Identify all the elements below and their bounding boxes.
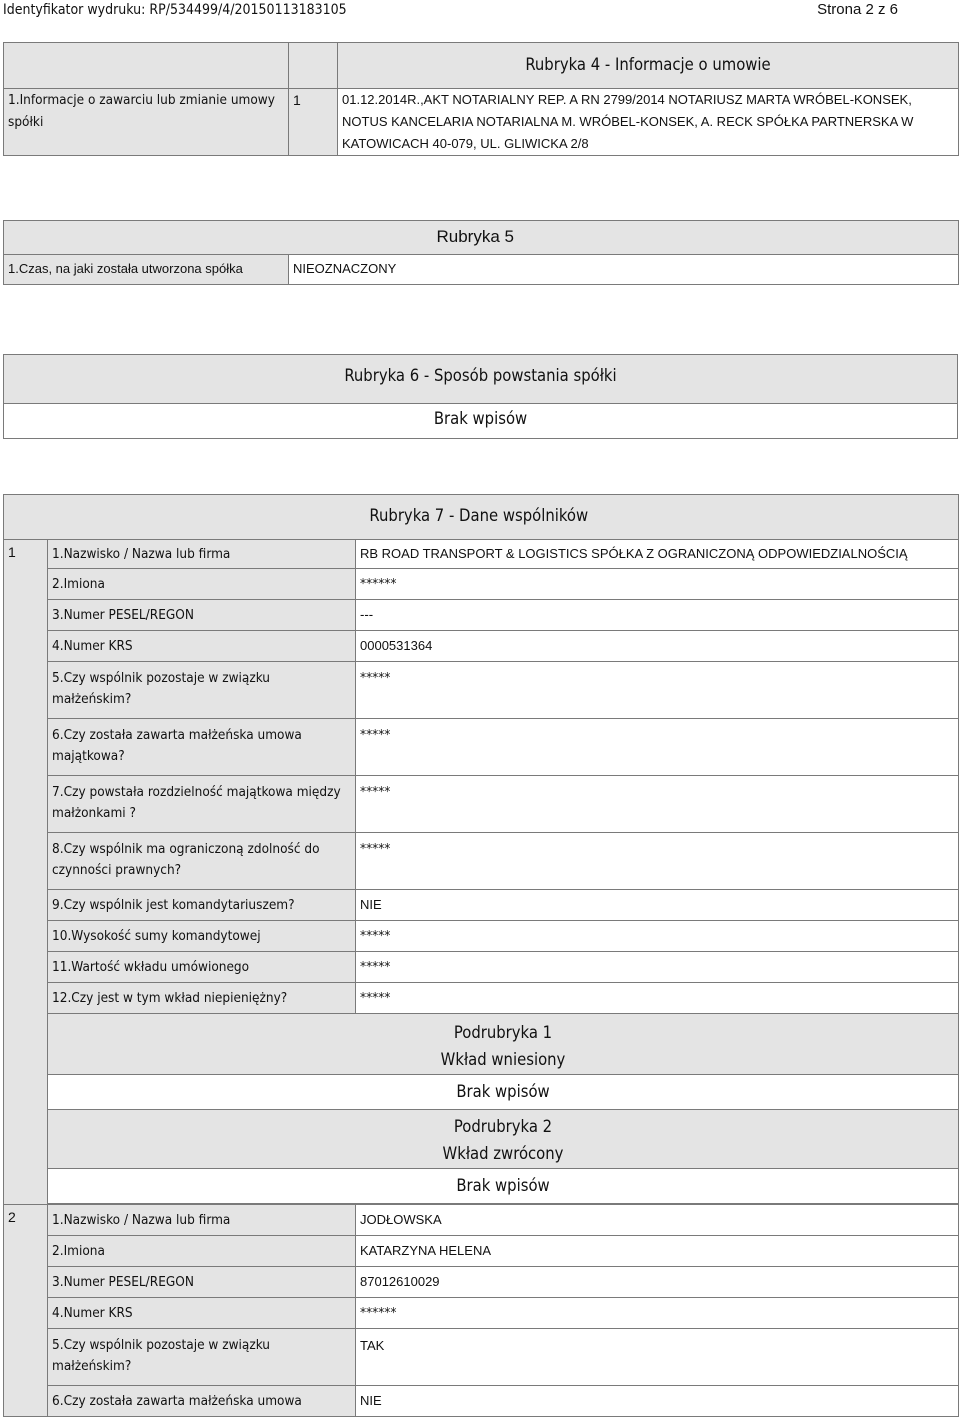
subsection-title: Podrubryka 2 [453,1117,553,1136]
print-identifier: Identyfikator wydruku: RP/534499/4/20150113183105 [3,2,347,18]
field-label: 9.Czy wspólnik jest komandytariuszem? [48,890,356,921]
section-title: Rubryka 6 - Sposób powstania spółki [4,355,958,404]
field-label: 1.Nazwisko / Nazwa lub firma [48,540,356,569]
field-value: NIEOZNACZONY [289,255,959,285]
field-value: ***** [356,983,959,1014]
field-value: ***** [356,776,959,833]
field-value: ***** [356,833,959,890]
subsection-name: Wkład wniesiony [440,1050,566,1069]
field-value: JODŁOWSKA [356,1205,959,1236]
field-label: 5.Czy wspólnik pozostaje w związku małżeńskim? [48,1329,356,1386]
print-header [0,0,960,22]
field-label: 2.Imiona [48,1236,356,1267]
partner-number: 1 [4,540,48,1205]
field-label: 3.Numer PESEL/REGON [48,600,356,631]
field-value: ****** [356,569,959,600]
field-value: --- [356,600,959,631]
subsection-wklad-wniesiony [48,1014,959,1075]
field-label: 6.Czy została zawarta małżeńska umowa [48,1386,356,1417]
section-title: Rubryka 7 - Dane wspólników [369,506,589,525]
field-label: 1.Informacje o zawarciu lub zmianie umowy spółki [4,89,289,156]
empty-notice: Brak wpisów [48,1169,959,1204]
field-label: 6.Czy została zawarta małżeńska umowa majątkowa? [48,719,356,776]
field-label: 1.Nazwisko / Nazwa lub firma [48,1205,356,1236]
section-rubryka-5 [3,220,959,285]
section-rubryka-6 [3,354,958,439]
subsection-name: Wkład zwrócony [442,1144,564,1163]
field-value: ***** [356,719,959,776]
empty-notice: Brak wpisów [4,404,958,439]
field-label: 2.Imiona [48,569,356,600]
field-label: 7.Czy powstała rozdzielność majątkowa między małżonkami ? [48,776,356,833]
section-title: Rubryka 5 [289,221,959,255]
field-value: ****** [356,1298,959,1329]
field-label: 11.Wartość wkładu umówionego [48,952,356,983]
subsection-wklad-zwrocony [48,1110,959,1169]
page-number: Strona 2 z 6 [817,1,898,18]
field-value: ***** [356,921,959,952]
field-label: 10.Wysokość sumy komandytowej [48,921,356,952]
field-label: 1.Czas, na jaki została utworzona spółka [4,255,289,285]
section-title: Rubryka 4 - Informacje o umowie [338,43,959,89]
section-rubryka-4 [3,42,959,156]
field-value: ***** [356,952,959,983]
field-value: 87012610029 [356,1267,959,1298]
field-label: 3.Numer PESEL/REGON [48,1267,356,1298]
section-rubryka-7 [3,494,959,1417]
field-value: 0000531364 [356,631,959,662]
field-value: RB ROAD TRANSPORT & LOGISTICS SPÓŁKA Z OGRANICZONĄ ODPOWIEDZIALNOŚCIĄ [356,540,959,569]
field-value: 01.12.2014R.,AKT NOTARIALNY REP. A RN 2799/2014 NOTARIUSZ MARTA WRÓBEL-KONSEK, NOTUS KANCELARIA NOTARIALNA M. WRÓBEL-KONSEK, A. RECK SPÓŁKA PARTNERSKA W KATOWICACH 40-079, UL. GLIWICKA 2/8 [338,89,959,156]
field-label: 12.Czy jest w tym wkład niepieniężny? [48,983,356,1014]
field-label: 4.Numer KRS [48,631,356,662]
field-value: NIE [356,1386,959,1417]
field-value: ***** [356,662,959,719]
field-value: NIE [356,890,959,921]
subsection-title: Podrubryka 1 [453,1023,553,1042]
empty-notice: Brak wpisów [48,1075,959,1110]
entry-number: 1 [289,89,338,156]
field-value: KATARZYNA HELENA [356,1236,959,1267]
field-label: 5.Czy wspólnik pozostaje w związku małżeńskim? [48,662,356,719]
field-value: TAK [356,1329,959,1386]
field-label: 8.Czy wspólnik ma ograniczoną zdolność do czynności prawnych? [48,833,356,890]
partner-number: 2 [4,1205,48,1417]
field-label: 4.Numer KRS [48,1298,356,1329]
